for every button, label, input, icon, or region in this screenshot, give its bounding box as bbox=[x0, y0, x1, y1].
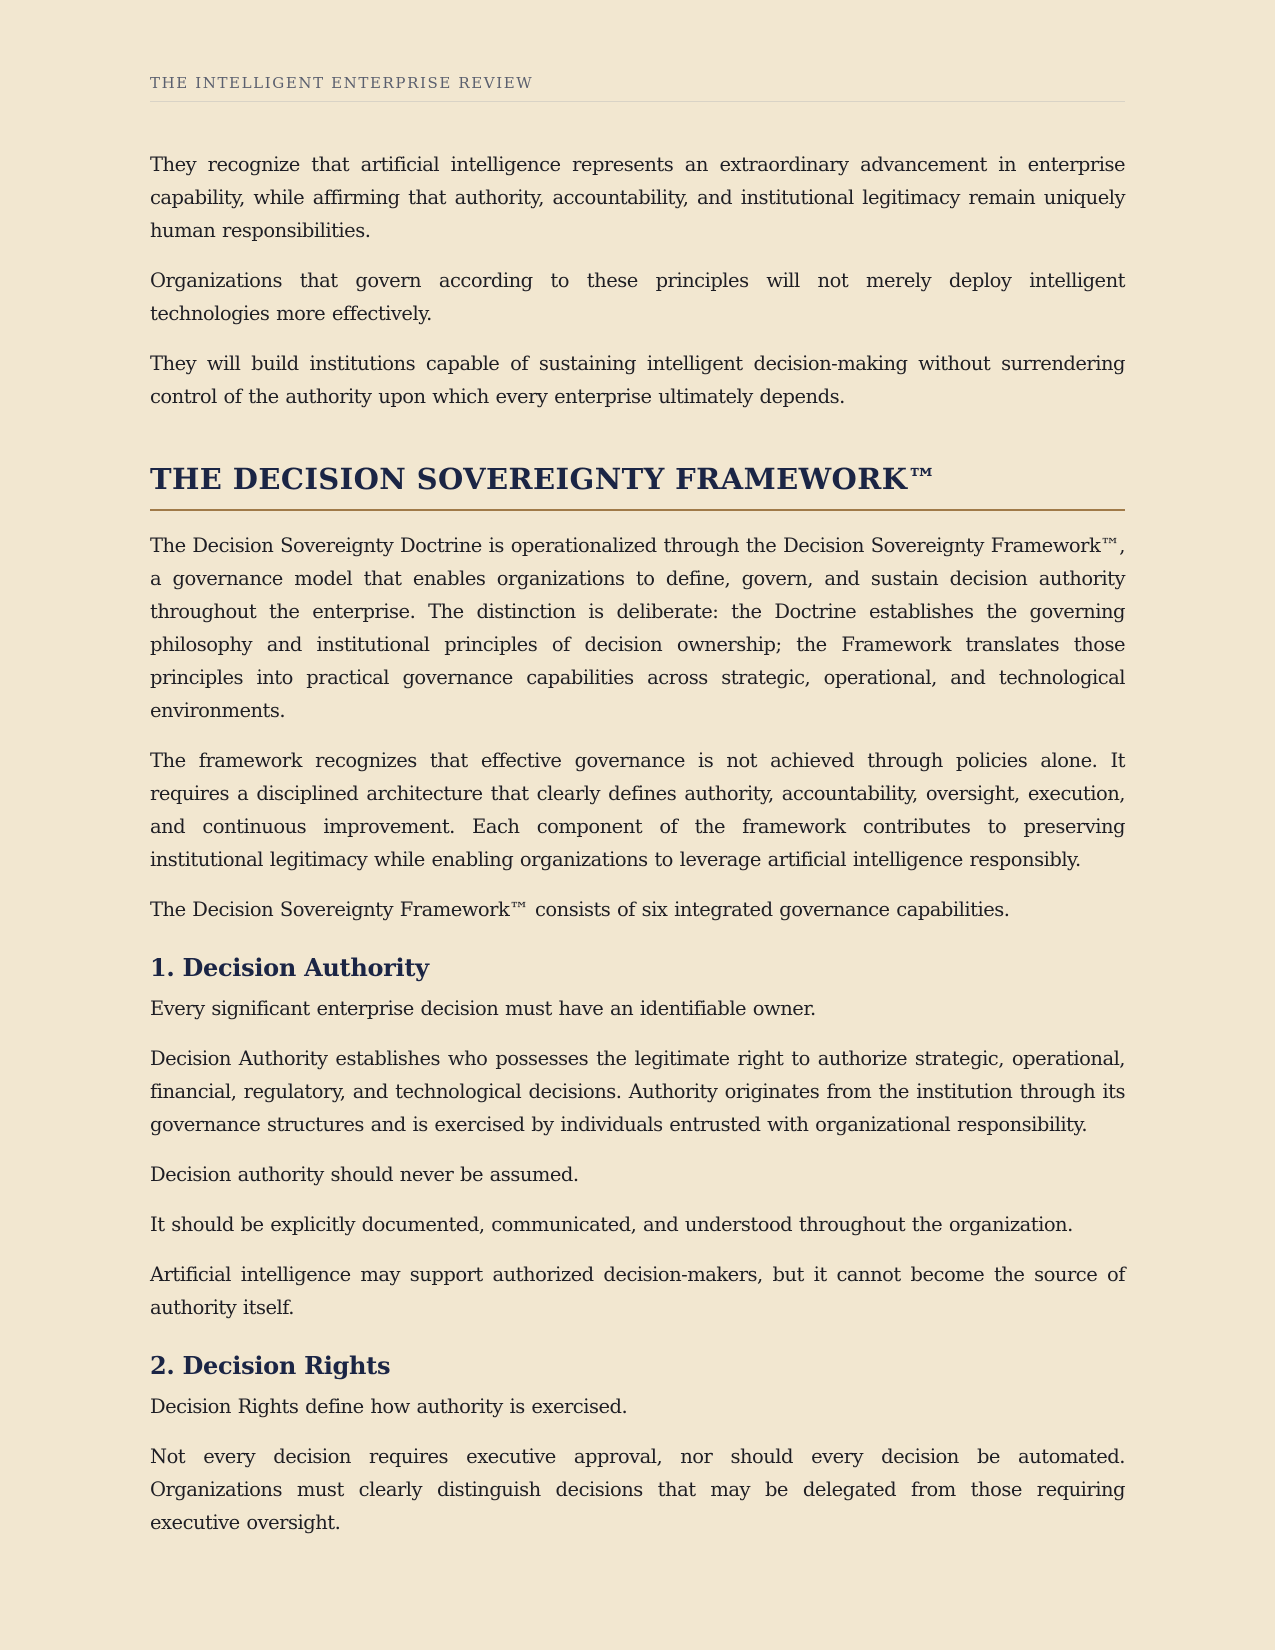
running-header: THE INTELLIGENT ENTERPRISE REVIEW bbox=[150, 0, 1125, 102]
page-content bbox=[150, 102, 1125, 1539]
subsection-paragraph: Artificial intelligence may support authorized decision-makers, but it cannot become the source of authority itself. bbox=[150, 1263, 1125, 1319]
subsection-paragraph: It should be explicitly documented, communicated, and understood throughout the organization. bbox=[150, 1213, 1073, 1236]
intro-paragraph: They recognize that artificial intelligence represents an extraordinary advancement in enterprise capability, while affirming that authority, accountability, and institutional legitimacy remain uniquely human responsibilities. bbox=[150, 153, 1125, 242]
intro-paragraph: They will build institutions capable of sustaining intelligent decision-making without surrendering control of the authority upon which every enterprise ultimately depends. bbox=[150, 352, 1125, 408]
section-paragraph: The Decision Sovereignty Framework™ consists of six integrated governance capabilities. bbox=[150, 898, 1010, 921]
intro-paragraph: Organizations that govern according to these principles will not merely deploy intelligent technologies more effectively. bbox=[150, 269, 1125, 325]
subsection-title-decision-rights: 2. Decision Rights bbox=[150, 1351, 391, 1380]
subsection-paragraph: Decision Rights define how authority is exercised. bbox=[150, 1395, 628, 1418]
subsection-paragraph: Decision Authority establishes who possesses the legitimate right to authorize strategic, operational, financial, regulatory, and technological decisions. Authority originates from the institution through its governance structures and is exercised by individuals entrusted with organizational responsibility. bbox=[150, 1047, 1125, 1136]
section-paragraph: The Decision Sovereignty Doctrine is operationalized through the Decision Sovereignty Framework™, a governance model that enables organizations to define, govern, and sustain decision authority throughout the enterprise. The distinction is deliberate: the Doctrine establishes the governing philosophy and institutional principles of decision ownership; the Framework translates those principles into practical governance capabilities across strategic, operational, and technological environments. bbox=[150, 534, 1125, 722]
subsection-title-decision-authority: 1. Decision Authority bbox=[150, 953, 429, 982]
subsection-paragraph: Every significant enterprise decision must have an identifiable owner. bbox=[150, 997, 816, 1020]
subsection-paragraph: Not every decision requires executive approval, nor should every decision be automated. Organizations must clearly distinguish decisions that may be delegated from those requiring executive oversight. bbox=[150, 1445, 1125, 1534]
subsection-paragraph: Decision authority should never be assumed. bbox=[150, 1163, 579, 1186]
section-paragraph: The framework recognizes that effective governance is not achieved through policies alone. It requires a disciplined architecture that clearly defines authority, accountability, oversight, execution, and continuous improvement. Each component of the framework contributes to preserving institutional legitimacy while enabling organizations to leverage artificial intelligence responsibly. bbox=[150, 749, 1125, 871]
section-title: THE DECISION SOVEREIGNTY FRAMEWORK™ bbox=[150, 457, 1125, 511]
